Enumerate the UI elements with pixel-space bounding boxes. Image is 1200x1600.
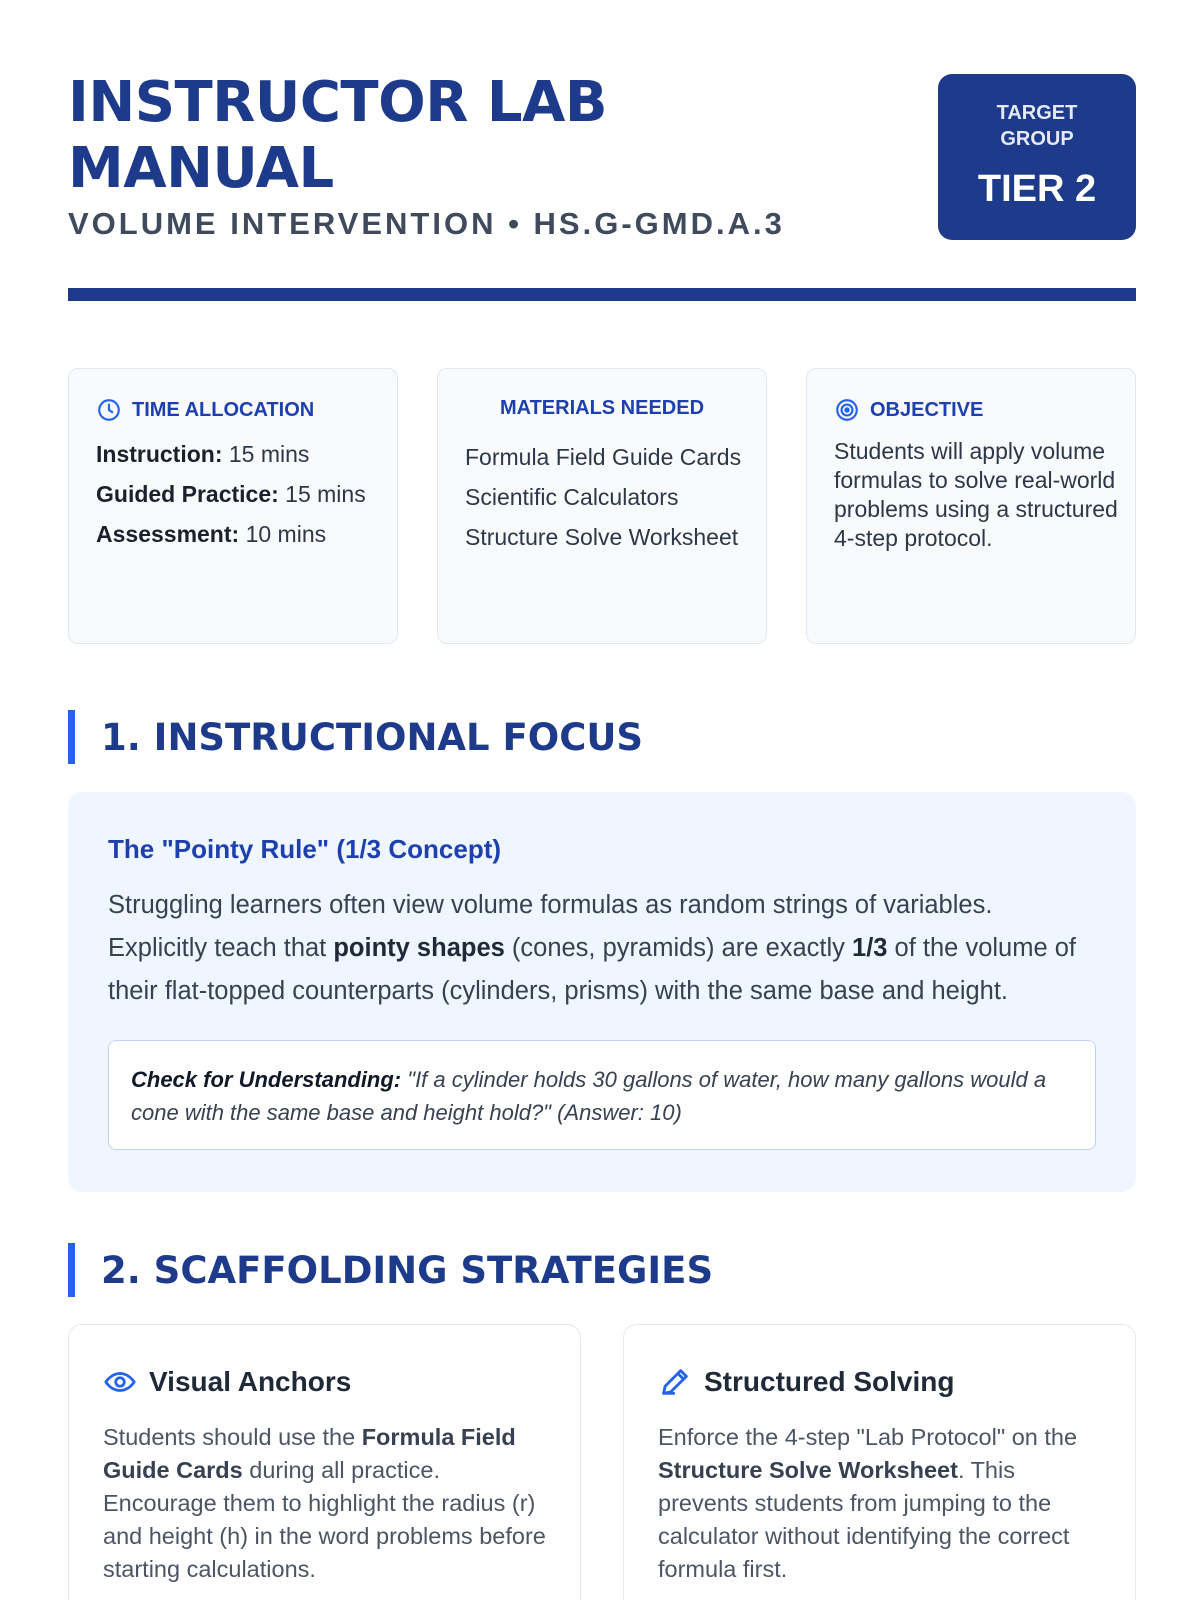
visual-anchors-card: [68, 1324, 581, 1600]
page-subtitle: VOLUME INTERVENTION • HS.G-GMD.A.3: [68, 206, 785, 241]
text-run: of the volume of their flat-topped counterparts (cylinders, prisms) with the same base and height.: [108, 934, 1076, 1005]
check-for-understanding: [108, 1040, 1096, 1150]
structured-solving-card: [623, 1324, 1136, 1600]
text-run: Enforce the 4-step "Lab Protocol" on the: [658, 1424, 1078, 1450]
card-heading-label: OBJECTIVE: [870, 398, 984, 421]
text-run: Struggling learners often view volume formulas as random strings of variables. Explicitly teach that: [108, 891, 993, 962]
eye-icon: [103, 1365, 137, 1399]
text-run: . This prevents students from jumping to the calculator without identifying the correct formula first.: [658, 1457, 1070, 1582]
list-item: Formula Field Guide Cards: [465, 444, 742, 470]
card-heading-label: Structured Solving: [704, 1366, 955, 1397]
row-value: 15 mins: [228, 441, 310, 467]
card-heading: [834, 397, 983, 423]
clock-icon: [96, 397, 122, 423]
page-title: INSTRUCTOR LAB MANUAL: [68, 70, 608, 201]
bold-run: 1/3: [852, 934, 888, 962]
target-group-badge: [938, 74, 1136, 240]
card-heading: [658, 1365, 954, 1399]
check-text: "If a cylinder holds 30 gallons of water, how many gallons would a cone with the same base and height hold?" (Answer: 10): [131, 1067, 1047, 1125]
badge-value: TIER 2: [977, 168, 1097, 210]
card-heading: [96, 397, 314, 423]
objective-card: [806, 368, 1136, 644]
time-allocation-card: [68, 368, 398, 644]
materials-list: [465, 441, 745, 561]
row-label: Guided Practice:: [96, 481, 279, 507]
card-heading-label: MATERIALS NEEDED: [499, 397, 705, 419]
card-heading: [438, 397, 766, 420]
objective-text: Students will apply volume formulas to solve real-world problems using a structured 4-step protocol.: [834, 438, 1118, 551]
card-body: [658, 1421, 1108, 1586]
card-heading-label: TIME ALLOCATION: [132, 398, 315, 421]
pencil-icon: [658, 1365, 692, 1399]
target-icon: [834, 397, 860, 423]
header: [68, 0, 1136, 300]
section-heading-scaffolding: 2. SCAFFOLDING STRATEGIES: [68, 1243, 713, 1297]
focus-title: The "Pointy Rule" (1/3 Concept): [108, 834, 502, 864]
focus-body: [108, 884, 1098, 1013]
bold-run: Formula Field Guide Cards: [103, 1424, 516, 1483]
materials-card: [437, 368, 767, 644]
header-divider: [68, 288, 1136, 301]
badge-label: TARGET GROUP: [996, 102, 1078, 150]
check-label: Check for Understanding:: [131, 1067, 402, 1092]
list-item: [96, 441, 366, 468]
card-body: [103, 1421, 553, 1586]
info-cards: [68, 368, 1136, 644]
list-item: [96, 481, 366, 508]
instructional-focus-panel: [68, 792, 1136, 1192]
text-run: Students should use the: [103, 1424, 362, 1450]
row-label: Assessment:: [96, 521, 240, 547]
bold-run: pointy shapes: [333, 934, 505, 962]
text-run: (cones, pyramids) are exactly: [504, 934, 853, 962]
time-list: [96, 441, 366, 561]
list-item: Structure Solve Worksheet: [465, 524, 739, 550]
card-heading-label: Visual Anchors: [149, 1366, 352, 1397]
list-item: [96, 521, 366, 548]
lab-manual-page: [68, 0, 1136, 1582]
section-heading-instructional-focus: 1. INSTRUCTIONAL FOCUS: [68, 710, 643, 764]
row-value: 10 mins: [245, 521, 327, 547]
text-run: during all practice. Encourage them to highlight the radius (r) and height (h) in the word problems before starting calculations.: [103, 1457, 546, 1582]
row-label: Instruction:: [96, 441, 223, 467]
row-value: 15 mins: [285, 481, 366, 507]
bold-run: Structure Solve Worksheet: [658, 1457, 958, 1483]
card-heading: [103, 1365, 351, 1399]
list-item: Scientific Calculators: [465, 484, 679, 510]
